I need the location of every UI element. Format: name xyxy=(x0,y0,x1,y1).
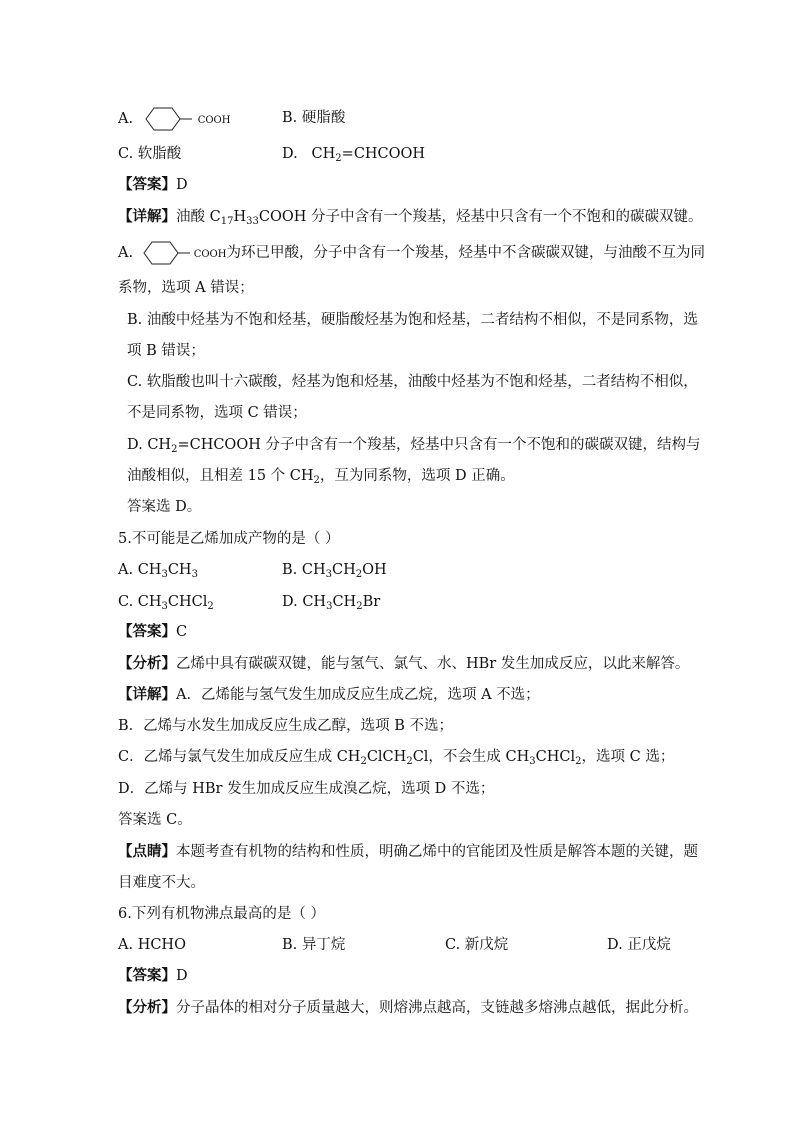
cyclohexane-ring-icon xyxy=(138,240,194,266)
q6-analysis: 【分析】分子晶体的相对分子质量越大，则熔沸点越高，支链越多熔沸点越低，据此分析。 xyxy=(118,999,698,1016)
q4-option-d: D. $CH_2=CHCOOH$ xyxy=(282,146,426,164)
q6-answer: 【答案】D xyxy=(118,967,188,984)
q6-option-a: A. HCHO xyxy=(118,937,186,953)
q6-question: 6.下列有机物沸点最高的是（ ） xyxy=(118,906,325,922)
q4-detail-a-cont: 系物，选项 A 错误； xyxy=(118,280,254,296)
q5-option-d: D. $CH_3CH_2Br$ xyxy=(282,594,381,612)
q5-question: 5.不可能是乙烯加成产物的是（ ） xyxy=(118,531,340,547)
q5-conclusion: 答案选 C。 xyxy=(118,812,192,828)
q5-detail-d: D．乙烯与 HBr 发生加成反应生成溴乙烷，选项 D 不选； xyxy=(118,781,495,797)
q4-detail-d-cont: 油酸相似，且相差 15 个 $CH_2$，互为同系物，选项 D 正确。 xyxy=(127,468,515,486)
q5-detail-a: 【详解】A．乙烯能与氢气发生加成反应生成乙烷，选项 A 不选； xyxy=(118,686,540,703)
q5-detail-b: B．乙烯与水发生加成反应生成乙醇，选项 B 不选； xyxy=(118,718,454,734)
q6-option-c: C. 新戊烷 xyxy=(445,937,509,953)
q6-option-b: B. 异丁烷 xyxy=(282,937,346,953)
q5-analysis: 【分析】乙烯中具有碳碳双键，能与氢气、氯气、水、HBr 发生加成反应，以此来解答。 xyxy=(118,655,690,672)
q4-conclusion: 答案选 D。 xyxy=(127,499,202,515)
q4-answer: 【答案】D xyxy=(118,176,188,193)
cyclohexane-ring-icon xyxy=(138,106,198,132)
q4-detail-c-cont: 不是同系物，选项 C 错误； xyxy=(127,405,307,421)
q4-detail-d: D. $CH_2=CHCOOH$ 分子中含有一个羧基，烃基中只含有一个不饱和的碳碳双键，结构与 xyxy=(127,437,701,455)
q5-option-a: A. $CH_3CH_3$ xyxy=(118,562,198,580)
q5-answer: 【答案】C xyxy=(118,623,188,640)
q4-option-a: A. COOH xyxy=(118,106,230,132)
q4-detail-b: B. 油酸中烃基为不饱和烃基，硬脂酸烃基为饱和烃基，二者结构不相似，不是同系物，选 xyxy=(127,312,698,328)
q6-option-d: D. 正戊烷 xyxy=(607,937,671,953)
q4-option-c: C. 软脂酸 xyxy=(118,146,182,162)
q5-detail-c: C．乙烯与氯气发生加成反应生成 $CH_2ClCH_2Cl$，不会生成 $CH_3CHCl_2$，选项 C 选； xyxy=(118,749,675,767)
carboxyl-group-label: COOH xyxy=(197,115,231,126)
q4-detail: 【详解】油酸 $C_{17}H_{33}COOH$ 分子中含有一个羧基，烃基中只含有一个不饱和的碳碳双键。 xyxy=(118,208,703,227)
q5-option-c: C. $CH_3CHCl_2$ xyxy=(118,594,214,612)
q4-detail-b-cont: 项 B 错误； xyxy=(127,343,205,359)
q4-detail-a: A. COOH为环已甲酸，分子中含有一个羧基，烃基中不含碳碳双键，与油酸不互为同 xyxy=(118,240,705,266)
q5-comment: 【点睛】本题考查有机物的结构和性质，明确乙烯中的官能团及性质是解答本题的关键，题 xyxy=(118,843,698,860)
q5-option-b: B. $CH_3CH_2OH$ xyxy=(282,562,387,580)
q5-comment-cont: 目难度不大。 xyxy=(118,875,205,891)
q4-detail-c: C. 软脂酸也叫十六碳酸，烃基为饱和烃基，油酸中烃基为不饱和烃基，二者结构不相似， xyxy=(127,374,698,390)
q4-option-b: B. 硬脂酸 xyxy=(282,110,346,126)
